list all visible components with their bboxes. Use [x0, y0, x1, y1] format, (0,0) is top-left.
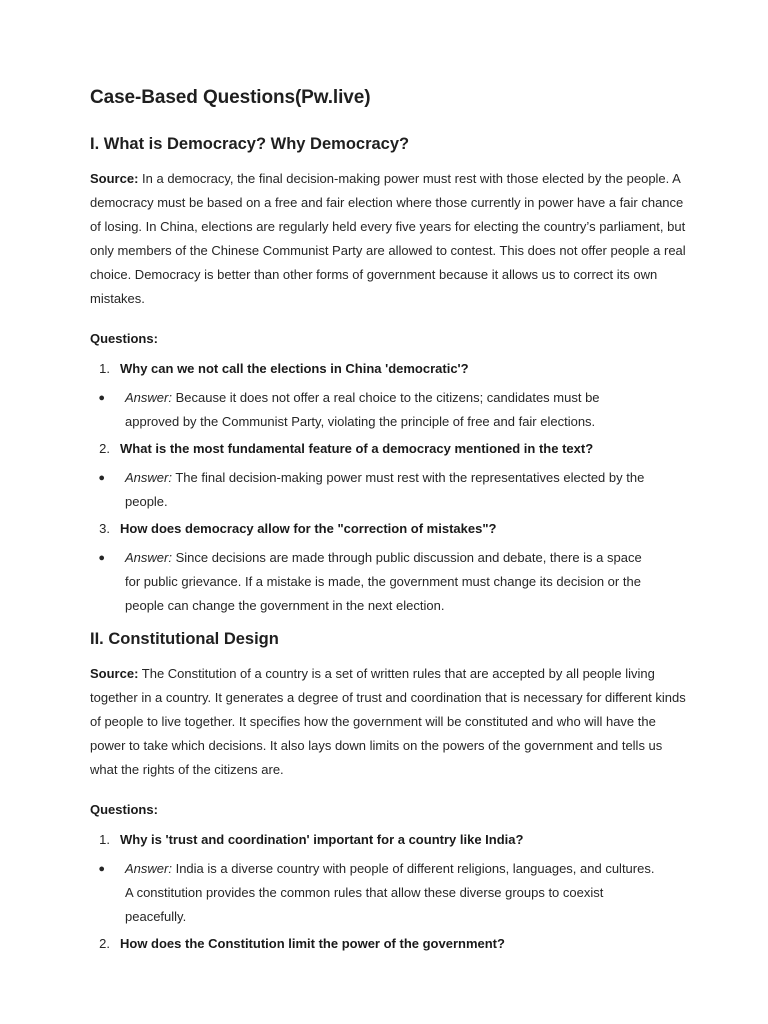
question-text: What is the most fundamental feature of a democracy mentioned in the text? [120, 441, 594, 456]
bullet-icon: ● [98, 472, 105, 484]
question-text: How does the Constitution limit the power of the government? [120, 936, 505, 951]
document-title: Case-Based Questions(Pw.live) [90, 87, 371, 108]
section-heading: I. What is Democracy? Why Democracy? [90, 135, 410, 153]
source-label: Source: [90, 171, 139, 186]
bullet-icon: ● [98, 392, 105, 404]
question-text: How does democracy allow for the "correction of mistakes"? [120, 521, 497, 536]
answer-label: Answer: [125, 390, 172, 405]
section-constitutional-design [90, 628, 690, 955]
source-paragraph [90, 662, 690, 782]
questions-label: Questions: [90, 802, 158, 817]
answer-body: The final decision-making power must rest with the representatives elected by the people. [125, 470, 645, 509]
answer-body: India is a diverse country with people of different religions, languages, and cultures. A constitution provides the common rules that allow these diverse groups to coexist peacefully. [125, 861, 655, 924]
answer-text [125, 386, 655, 434]
bullet-icon: ● [98, 863, 105, 875]
question-number: 2. [99, 441, 110, 456]
section-democracy [90, 133, 690, 618]
answer-body: Because it does not offer a real choice to the citizens; candidates must be approved by the Communist Party, violating the principle of free and fair elections. [125, 390, 600, 429]
section-heading: II. Constitutional Design [90, 630, 279, 648]
answer-label: Answer: [125, 470, 172, 485]
answer-text [125, 466, 655, 514]
question-text: Why is 'trust and coordination' important for a country like India? [120, 832, 524, 847]
answer-label: Answer: [125, 861, 172, 876]
question-list [90, 358, 690, 618]
source-text: The Constitution of a country is a set of written rules that are accepted by all people living together in a country. It generates a degree of trust and coordination that is necessary for different kinds of people to live together. It specifies how the government will be constituted and who will have the power to take which decisions. It also lays down limits on the powers of the government and tells us what the rights of the citizens are. [90, 666, 686, 777]
question-number: 3. [99, 521, 110, 536]
question-item [90, 438, 690, 514]
question-item [90, 358, 690, 434]
answer-text [125, 857, 655, 929]
question-item [90, 518, 690, 618]
source-paragraph [90, 167, 690, 311]
question-list [90, 829, 690, 955]
question-text: Why can we not call the elections in China 'democratic'? [120, 361, 469, 376]
answer-text [125, 546, 655, 618]
document-page [90, 86, 690, 959]
answer-label: Answer: [125, 550, 172, 565]
question-number: 2. [99, 936, 110, 951]
answer-body: Since decisions are made through public discussion and debate, there is a space for public grievance. If a mistake is made, the government must change its decision or the people can change the government in the next election. [125, 550, 642, 613]
bullet-icon: ● [98, 552, 105, 564]
question-number: 1. [99, 832, 110, 847]
source-text: In a democracy, the final decision-making power must rest with those elected by the people. A democracy must be based on a free and fair election where those currently in power have a fair chance of losing. In China, elections are regularly held every five years for electing the country’s parliament, but only members of the Chinese Communist Party are allowed to contest. This does not offer people a real choice. Democracy is better than other forms of government because it allows us to correct its own mistakes. [90, 171, 686, 306]
question-item [90, 933, 690, 955]
questions-label: Questions: [90, 331, 158, 346]
question-number: 1. [99, 361, 110, 376]
source-label: Source: [90, 666, 139, 681]
question-item [90, 829, 690, 929]
